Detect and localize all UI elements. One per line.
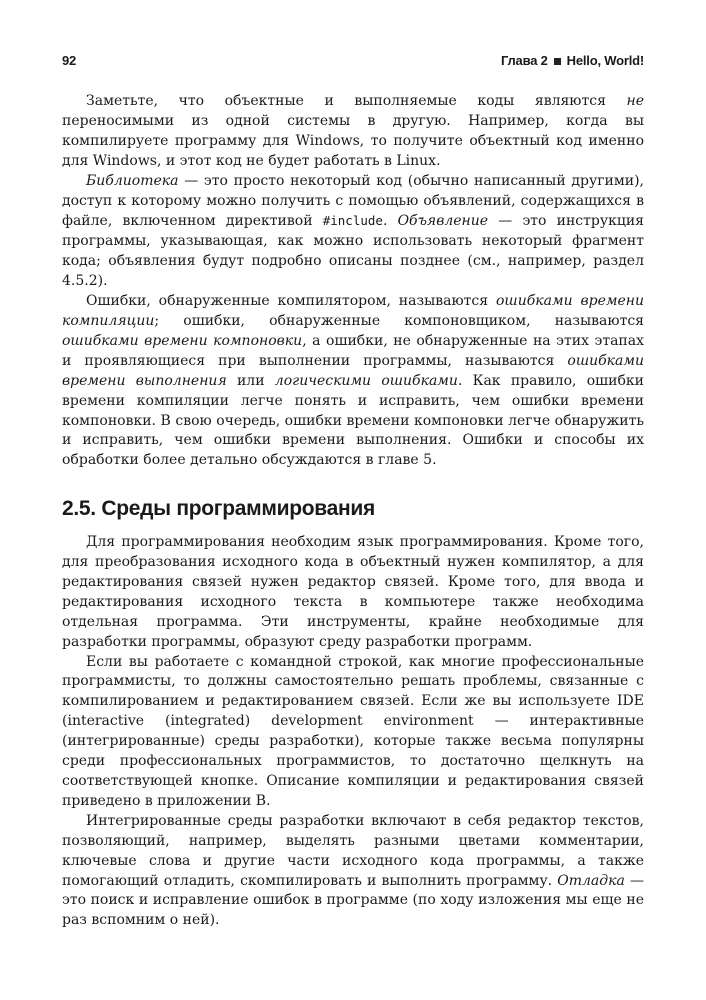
paragraph-errors bbox=[62, 292, 644, 471]
term-declaration: Объявление bbox=[397, 213, 489, 230]
chapter-header bbox=[501, 53, 644, 68]
text-run: — это поиск и исправление ошибок в программе (по ходу изложения мы еще не раз вспомним о ней). bbox=[62, 872, 644, 929]
paragraph-object-code bbox=[62, 92, 644, 172]
paragraph-library bbox=[62, 172, 644, 292]
text-run: Заметьте, что объектные и выполняемые коды являются bbox=[86, 93, 627, 109]
text-run: . bbox=[382, 213, 398, 230]
text-run: — это просто некоторый код (обычно написанный другими), доступ к которому можно получить с помощью объявлений, содержащихся в файле, включенном директивой bbox=[62, 172, 644, 230]
chapter-label: Глава 2 bbox=[500, 53, 548, 68]
section-heading: 2.5. Среды программирования bbox=[62, 497, 375, 521]
term-debugging: Отладка bbox=[557, 872, 625, 889]
text-run: переносимыми из одной системы в другую. Например, когда вы компилируете программу для Windows, то получите объектный код именно для Windows, и этот код не будет работать в Linux. bbox=[62, 112, 644, 169]
text-run: , а ошибки, не обнаруженные на этих этапах и проявляющиеся при выполнении программы, называются bbox=[62, 332, 644, 369]
paragraph-tools: Для программирования необходим язык программирования. Кроме того, для преобразования исходного кода в объектный нужен компилятор, а для редактирования связей нужен редактор связей. Кроме того, для ввода и редактирования исходного текста в компьютере также необходима отдельная программа. Эти инструменты, крайне необходимые для разработки программы, образуют среду разработки программ. bbox=[62, 534, 644, 650]
text-run: Ошибки, обнаруженные компилятором, называются bbox=[86, 293, 496, 310]
text-run: Интегрированные среды разработки включают в себя редактор текстов, позволяющий, например, выделять разными цветами комментарии, ключевые слова и другие части исходного кода программы, а также помогающий отладить, скомпилировать и выполнить программу. bbox=[62, 812, 644, 889]
chapter-title: Hello, World! bbox=[566, 53, 644, 68]
paragraph-command-line: Если вы работаете с командной строкой, как многие профессиональные программисты, то должны самостоятельно решать проблемы, связанные с компилированием и редактированием связей. Если же вы используете IDE (interactive (integrated) development environment — интерактивные (интегрированные) среды разработки), которые также весьма популярны среди профессиональных программистов, то достаточно щелкнуть на соответствующей кнопке. Описание компиляции и редактирования связей приведено в приложении В. bbox=[62, 653, 644, 809]
running-header bbox=[62, 53, 644, 68]
text-run: ; ошибки, обнаруженные компоновщиком, называются bbox=[154, 312, 644, 329]
term-runtime-errors: ошибками времени выполнения bbox=[62, 352, 644, 389]
term-library: Библиотека bbox=[86, 172, 179, 189]
term-logic-errors: логическими ошибками bbox=[274, 372, 458, 389]
emphasis: не bbox=[626, 93, 644, 109]
term-compile-errors: ошибками времени компиляции bbox=[62, 293, 645, 329]
square-separator-icon bbox=[554, 58, 561, 65]
page-number: 92 bbox=[62, 53, 77, 68]
term-link-errors: ошибками времени компоновки bbox=[62, 332, 303, 349]
text-run: или bbox=[226, 372, 275, 389]
text-run: — это инструкция программы, указывающая, как можно использовать некоторый фрагмент кода; объявления будут подробно описаны позднее (см., например, раздел 4.5.2). bbox=[62, 213, 644, 290]
code-include: #include bbox=[322, 213, 383, 229]
paragraph-ide bbox=[62, 812, 644, 931]
text-run: . Как правило, ошибки времени компиляции легче понять и исправить, чем ошибки времени компоновки. В свою очередь, ошибки времени компоновки легче обнаружить и исправить, чем ошибки времени выполнения. Ошибки и способы их обработки более детально обсуждаются в главе 5. bbox=[62, 372, 644, 469]
page-body bbox=[62, 92, 644, 931]
